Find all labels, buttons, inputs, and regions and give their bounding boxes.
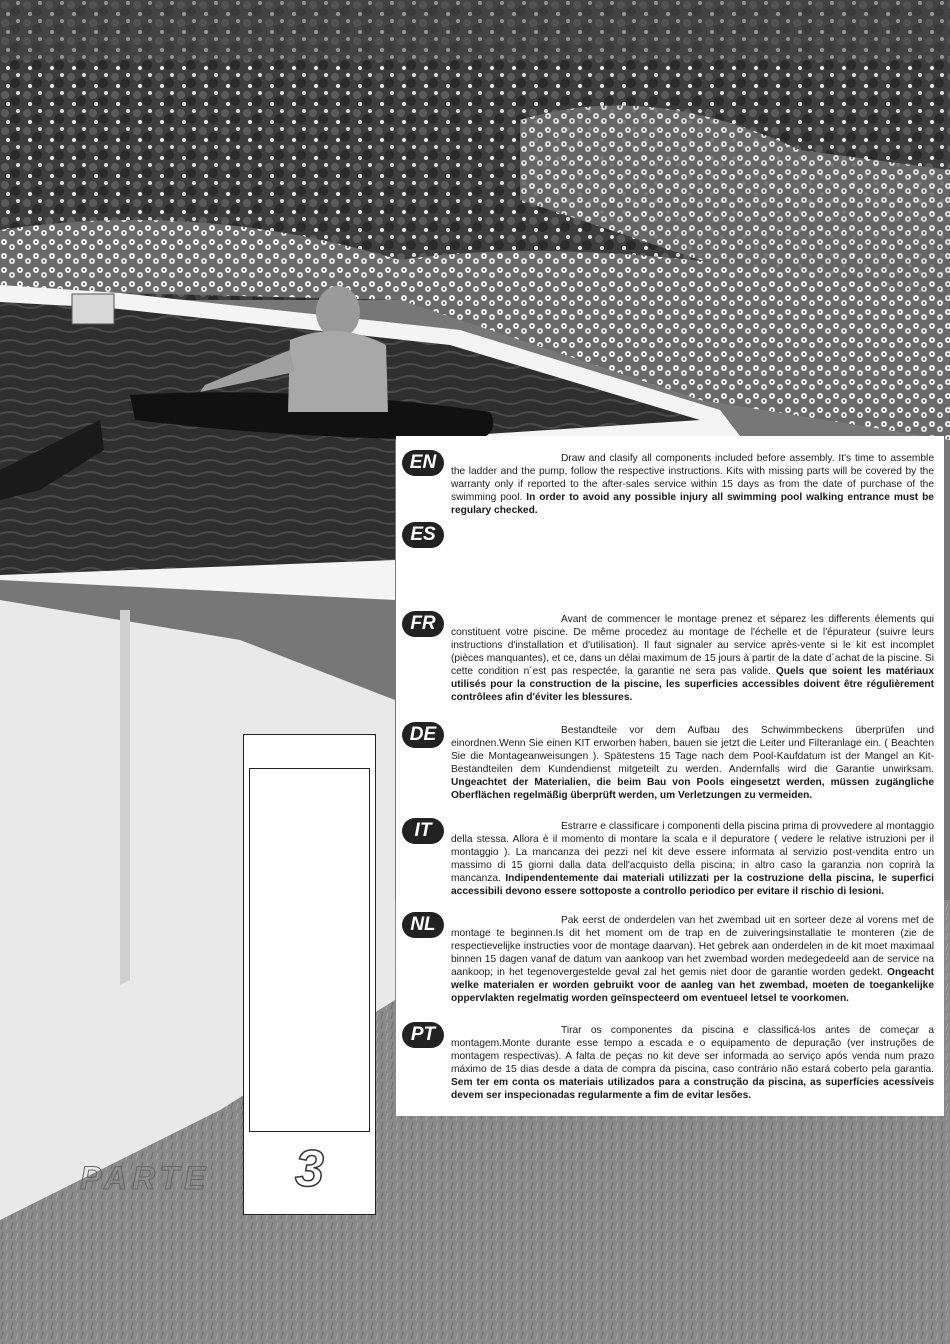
section-pt-warning: Sem ter em conta os materiais utilizados para a construção da piscina, as superfícies acessíveis devem ser inspecionadas regularmente a fim de evitar lesões. <box>451 1077 934 1101</box>
part-word: PARTE <box>80 1160 211 1196</box>
section-nl-text <box>451 914 934 1005</box>
section-en-body: Draw and clasify all components included before assembly. It's time to assemble the ladder and the pump, follow the respective instructions. Kits with missing parts will be covered by the warranty only if reported to the after-sales service within 15 days as from the date of purchase of the swimming pool. <box>451 453 934 503</box>
instructions-panel <box>396 436 944 1116</box>
language-badge-nl: NL <box>402 912 444 938</box>
section-it-text <box>451 820 934 898</box>
section-en-warning: In order to avoid any possible injury all swimming pool walking entrance must be regulary checked. <box>451 492 934 516</box>
section-fr-text <box>451 613 934 704</box>
part-number: 3 <box>295 1140 324 1198</box>
section-fr-body: Avant de commencer le montage prenez et séparez les differents élements qui constituent votre piscine. De même procedez au montage de l'échelle et de l'épurateur (suivre leurs instructions d'installation et d'utilisation). Il faut signaler au service après-vente si le kit est incomplet (pièces manquantes), et ce, dans un délai maximum de 15 jours à partir de la date d´achat de la piscine. Si cette condition n´est pas respectée, la garantie ne sera pas valide. <box>451 614 934 677</box>
language-badge-en: EN <box>402 450 444 476</box>
section-it-warning: Indipendentemente dai materiali utilizzati per la costruzione della piscina, le superfici accessibili devono essere sottoposte a controllo periodico per evitare il rischio di lesioni. <box>451 873 934 897</box>
section-pt-body: Tirar os componentes da piscina e classificá-los antes de começar a montagem.Monte durante esse tempo a escada e o equipamento de depuração (ver instruções de montagem respectivas). A falta de peças no kit deve ser informada ao serviço após venda num prazo máximo de 15 dias desde a data de compra da piscina, caso contrário não estará coberto pela garantia. <box>451 1025 934 1075</box>
section-de-warning: Ungeachtet der Materialien, die beim Bau von Pools eingesetzt werden, müssen zugängliche Oberflächen regelmäßig überprüft werden, um Verletzungen zu vermeiden. <box>451 777 934 801</box>
language-badge-pt: PT <box>402 1022 444 1048</box>
section-en-text <box>451 452 934 517</box>
part-box-inner <box>249 768 370 1132</box>
language-badge-es: ES <box>402 522 444 548</box>
section-nl-body: Pak eerst de onderdelen van het zwembad uit en sorteer deze al vorens met de montage te beginnen.Is dit het moment om de trap en de zuiveringsinstallatie te monteren (zie de respectievelijke instructies voor de montage daarvan). Het gebrek aan onderdelen in de kit moet maximaal binnen 15 dagen vanaf de datum van aankoop van het zwembad worden medegedeeld aan de service na aankoop; in het tegenovergestelde geval zal het gemis niet door de garantie worden gedekt. <box>451 915 934 978</box>
section-nl-warning: Ongeacht welke materialen er worden gebruikt voor de aanleg van het zwembad, moeten de toegankelijke oppervlakten regelmatig worden geïnspecteerd om eventueel letsel te voorkomen. <box>451 967 934 1004</box>
section-de-text <box>451 724 934 802</box>
language-badge-it: IT <box>402 818 444 844</box>
language-badge-fr: FR <box>402 611 444 637</box>
section-it-body: Estrarre e classificare i componenti della piscina prima di provvedere al montaggio della stessa. Allora è il momento di montare la scala e il depuratore ( vedere le relative istruzioni per il montaggio ). La mancanza dei pezzi nel kit deve essere informata al servizio post-vendita entro un massimo di 15 giorni dalla data dell'acquisto della piscina; in altro caso la garanzia non coprirà la mancanza. <box>451 821 934 884</box>
section-de-body: Bestandteile vor dem Aufbau des Schwimmbeckens überprüfen und einordnen.Wenn Sie einen KIT erworben haben, bauen sie jetzt die Leiter und Filteranlage ein. ( Beachten Sie die Montageanweisungen ). Spätestens 15 Tage nach dem Pool-Kaufdatum ist der Mangel an Kit-Bestandteilen dem Kundendienst mitgeteilt zu werden. Andernfalls wird die Garantie unwirksam. <box>451 725 934 775</box>
language-badge-de: DE <box>402 722 444 748</box>
section-fr-warning: Quels que soient les matériaux utilisés pour la construction de la piscine, les superficies accessibles doivent être régulièrement contrôlees afin d'éviter les blessures. <box>451 666 934 703</box>
part-box <box>243 734 376 1215</box>
section-pt-text <box>451 1024 934 1102</box>
